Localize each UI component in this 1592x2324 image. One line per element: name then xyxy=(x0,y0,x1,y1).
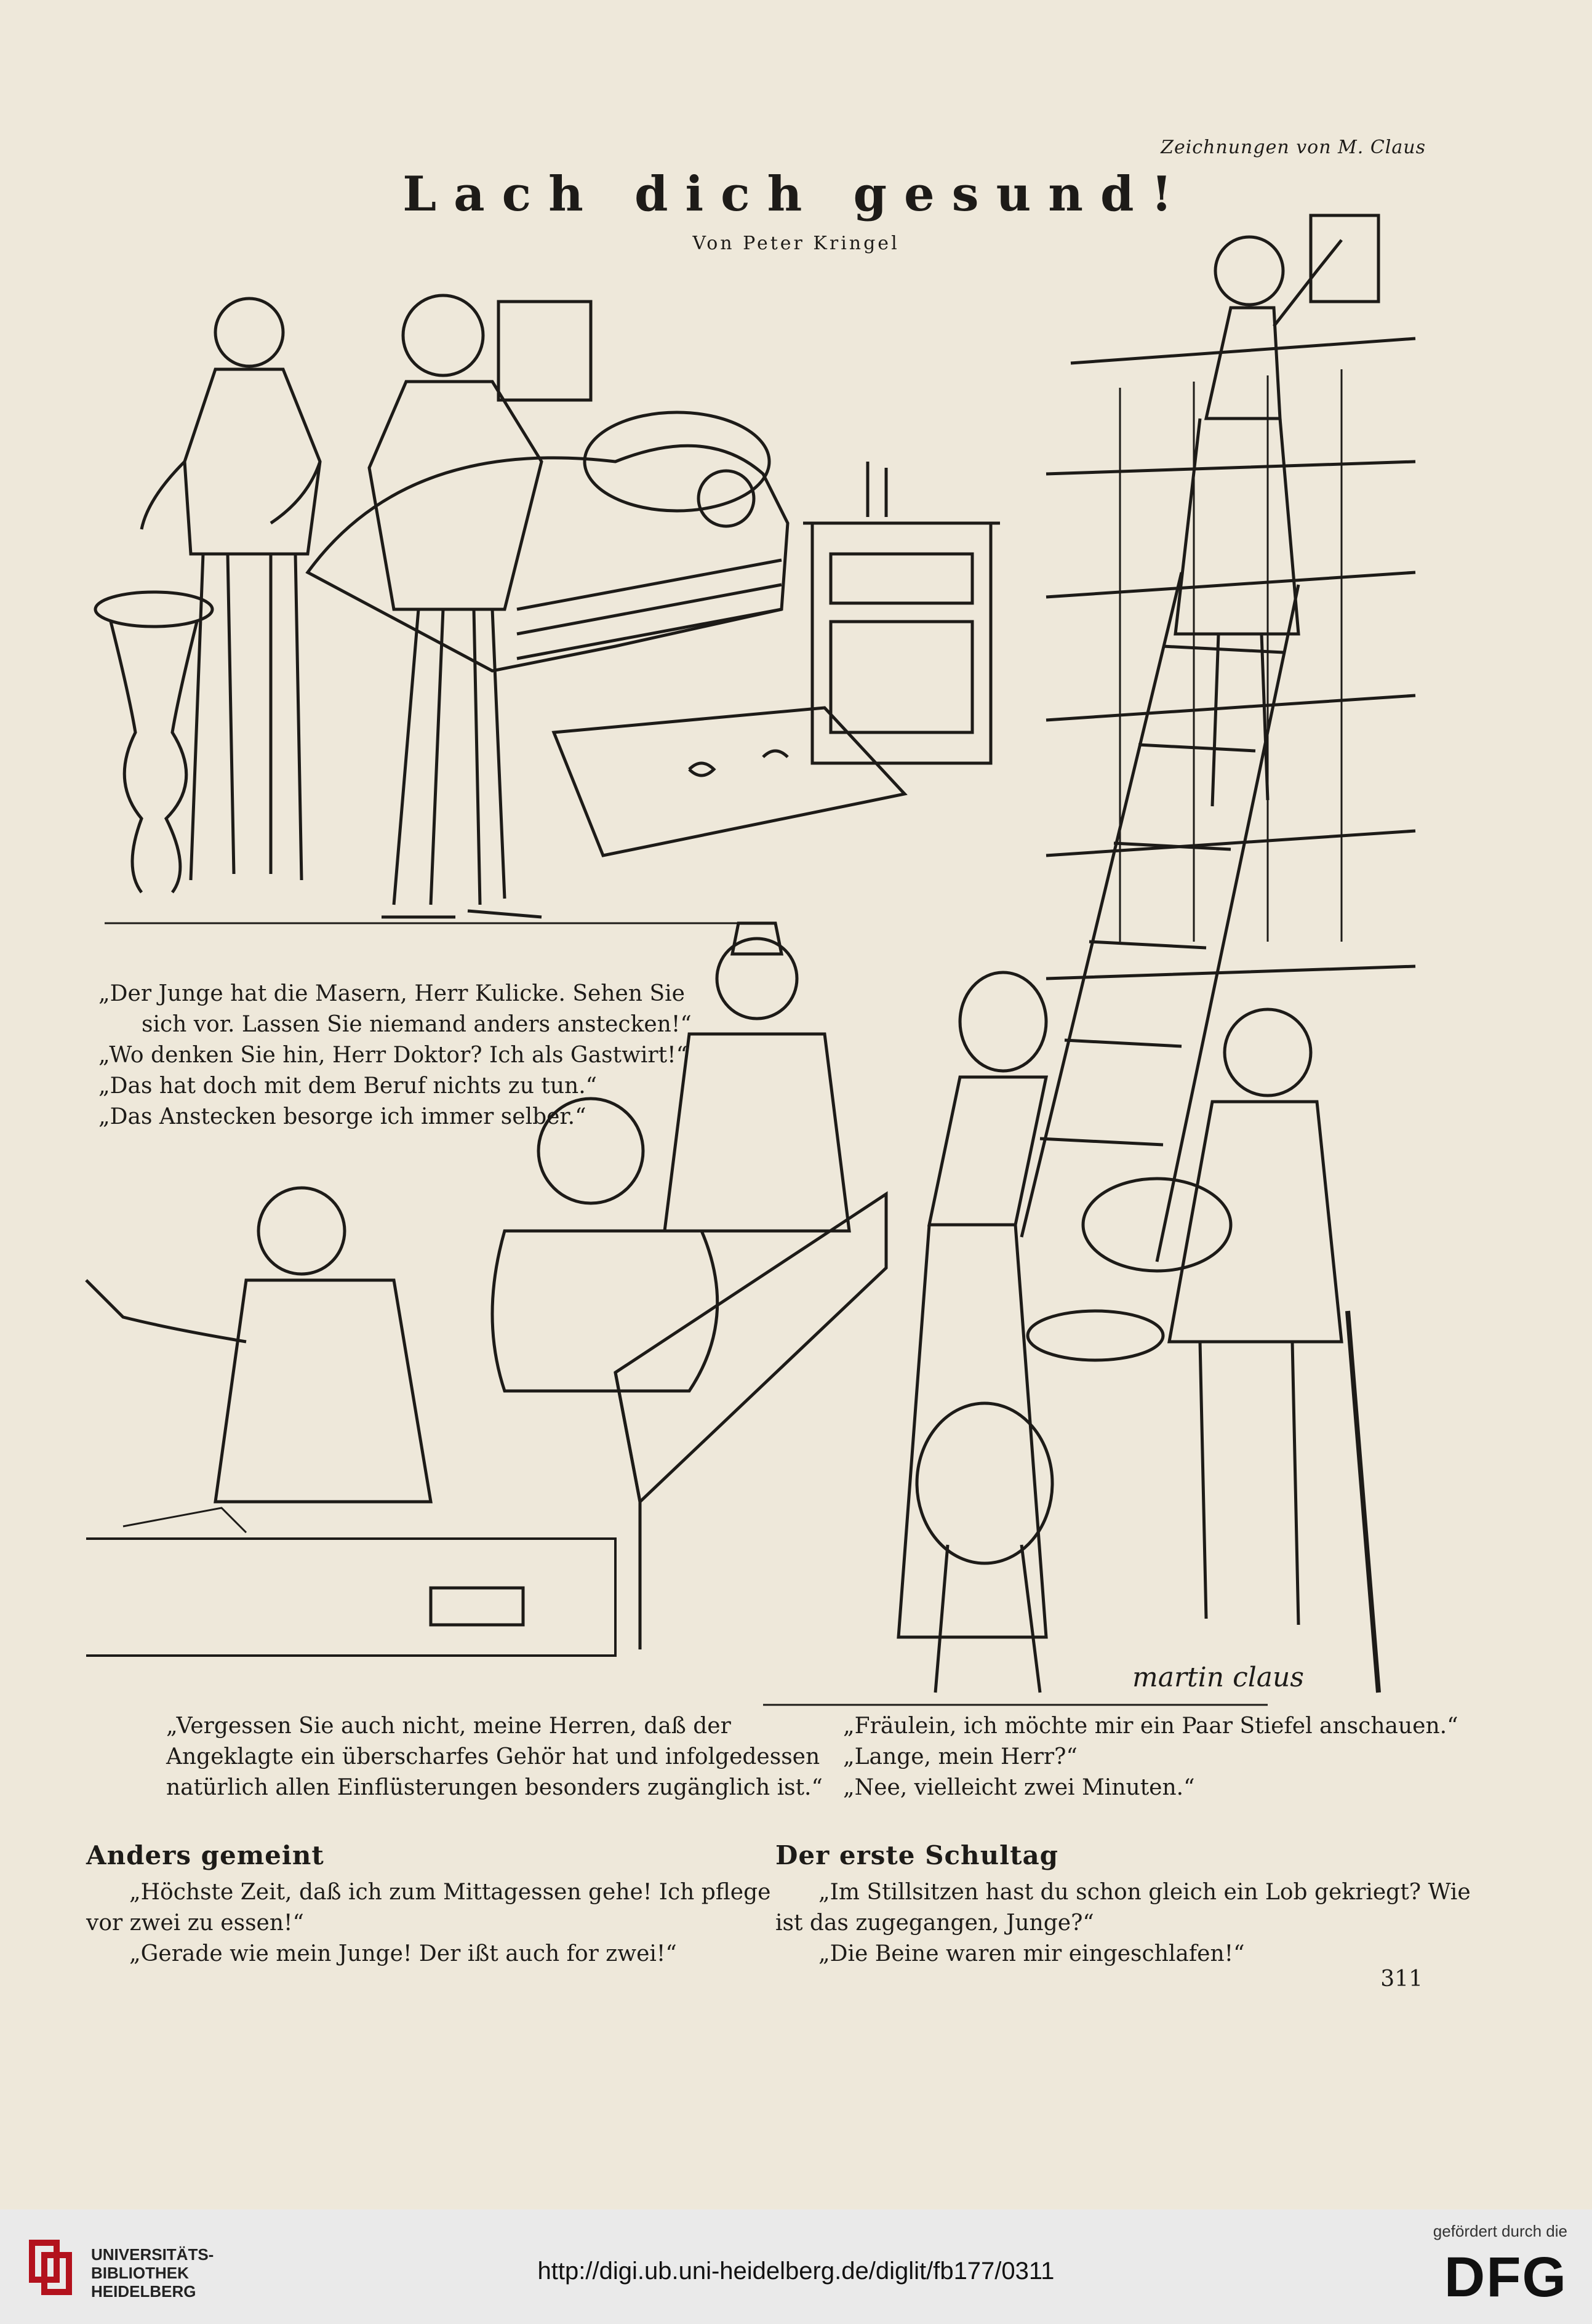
joke-text xyxy=(775,1877,1471,1969)
illustration-credit: Zeichnungen von M. Claus xyxy=(1161,137,1426,158)
joke-text xyxy=(86,1877,771,1969)
page-number: 311 xyxy=(1380,1966,1423,1992)
caption-line: Angeklagte ein überscharfes Gehör hat und infolgedessen xyxy=(166,1744,820,1769)
joke-line: ist das zugegangen, Junge?“ xyxy=(775,1910,1094,1936)
caption-line: „Das hat doch mit dem Beruf nichts zu tun.“ xyxy=(98,1073,598,1099)
caption-bedroom xyxy=(98,979,692,1132)
joke-line: vor zwei zu essen!“ xyxy=(86,1910,304,1936)
joke-line: „Die Beine waren mir eingeschlafen!“ xyxy=(818,1941,1245,1966)
footer-bar xyxy=(0,2210,1592,2324)
caption-line: „Der Junge hat die Masern, Herr Kulicke. Sehen Sie xyxy=(98,981,685,1006)
caption-line: „Wo denken Sie hin, Herr Doktor? Ich als Gastwirt!“ xyxy=(98,1043,687,1068)
byline: Von Peter Kringel xyxy=(692,233,900,254)
joke-line: „Gerade wie mein Junge! Der ißt auch for zwei!“ xyxy=(129,1941,677,1966)
funding-label: gefördert durch die xyxy=(1433,2222,1567,2240)
caption-line: natürlich allen Einflüsterungen besonders zugänglich ist.“ xyxy=(166,1775,823,1800)
page-title: Lach dich gesund! xyxy=(402,166,1190,222)
library-name-line: BIBLIOTHEK xyxy=(91,2264,189,2282)
caption-line: „Fräulein, ich möchte mir ein Paar Stiefel anschauen.“ xyxy=(843,1713,1458,1739)
library-name-line: UNIVERSITÄTS- xyxy=(91,2245,214,2264)
caption-line: „Lange, mein Herr?“ xyxy=(843,1744,1078,1769)
joke-line: „Im Stillsitzen hast du schon gleich ein Lob gekriegt? Wie xyxy=(818,1880,1471,1905)
artist-signature: martin claus xyxy=(1132,1662,1304,1693)
caption-line: „Vergessen Sie auch nicht, meine Herren, daß der xyxy=(166,1713,731,1739)
library-name-line: HEIDELBERG xyxy=(91,2282,196,2301)
caption-line: sich vor. Lassen Sie niemand anders anstecken!“ xyxy=(142,1012,692,1037)
joke-heading: Der erste Schultag xyxy=(775,1840,1059,1870)
caption-line: „Nee, vielleicht zwei Minuten.“ xyxy=(843,1775,1195,1800)
source-url-link[interactable]: http://digi.ub.uni-heidelberg.de/diglit/fb177/0311 xyxy=(537,2258,1055,2285)
dfg-logo: DFG xyxy=(1444,2246,1567,2309)
caption-shoe-shop xyxy=(843,1711,1458,1803)
joke-heading: Anders gemeint xyxy=(86,1840,324,1870)
caption-courtroom xyxy=(166,1711,823,1803)
caption-line: „Das Anstecken besorge ich immer selber.“ xyxy=(98,1104,586,1129)
joke-line: „Höchste Zeit, daß ich zum Mittagessen gehe! Ich pflege xyxy=(129,1880,771,1905)
